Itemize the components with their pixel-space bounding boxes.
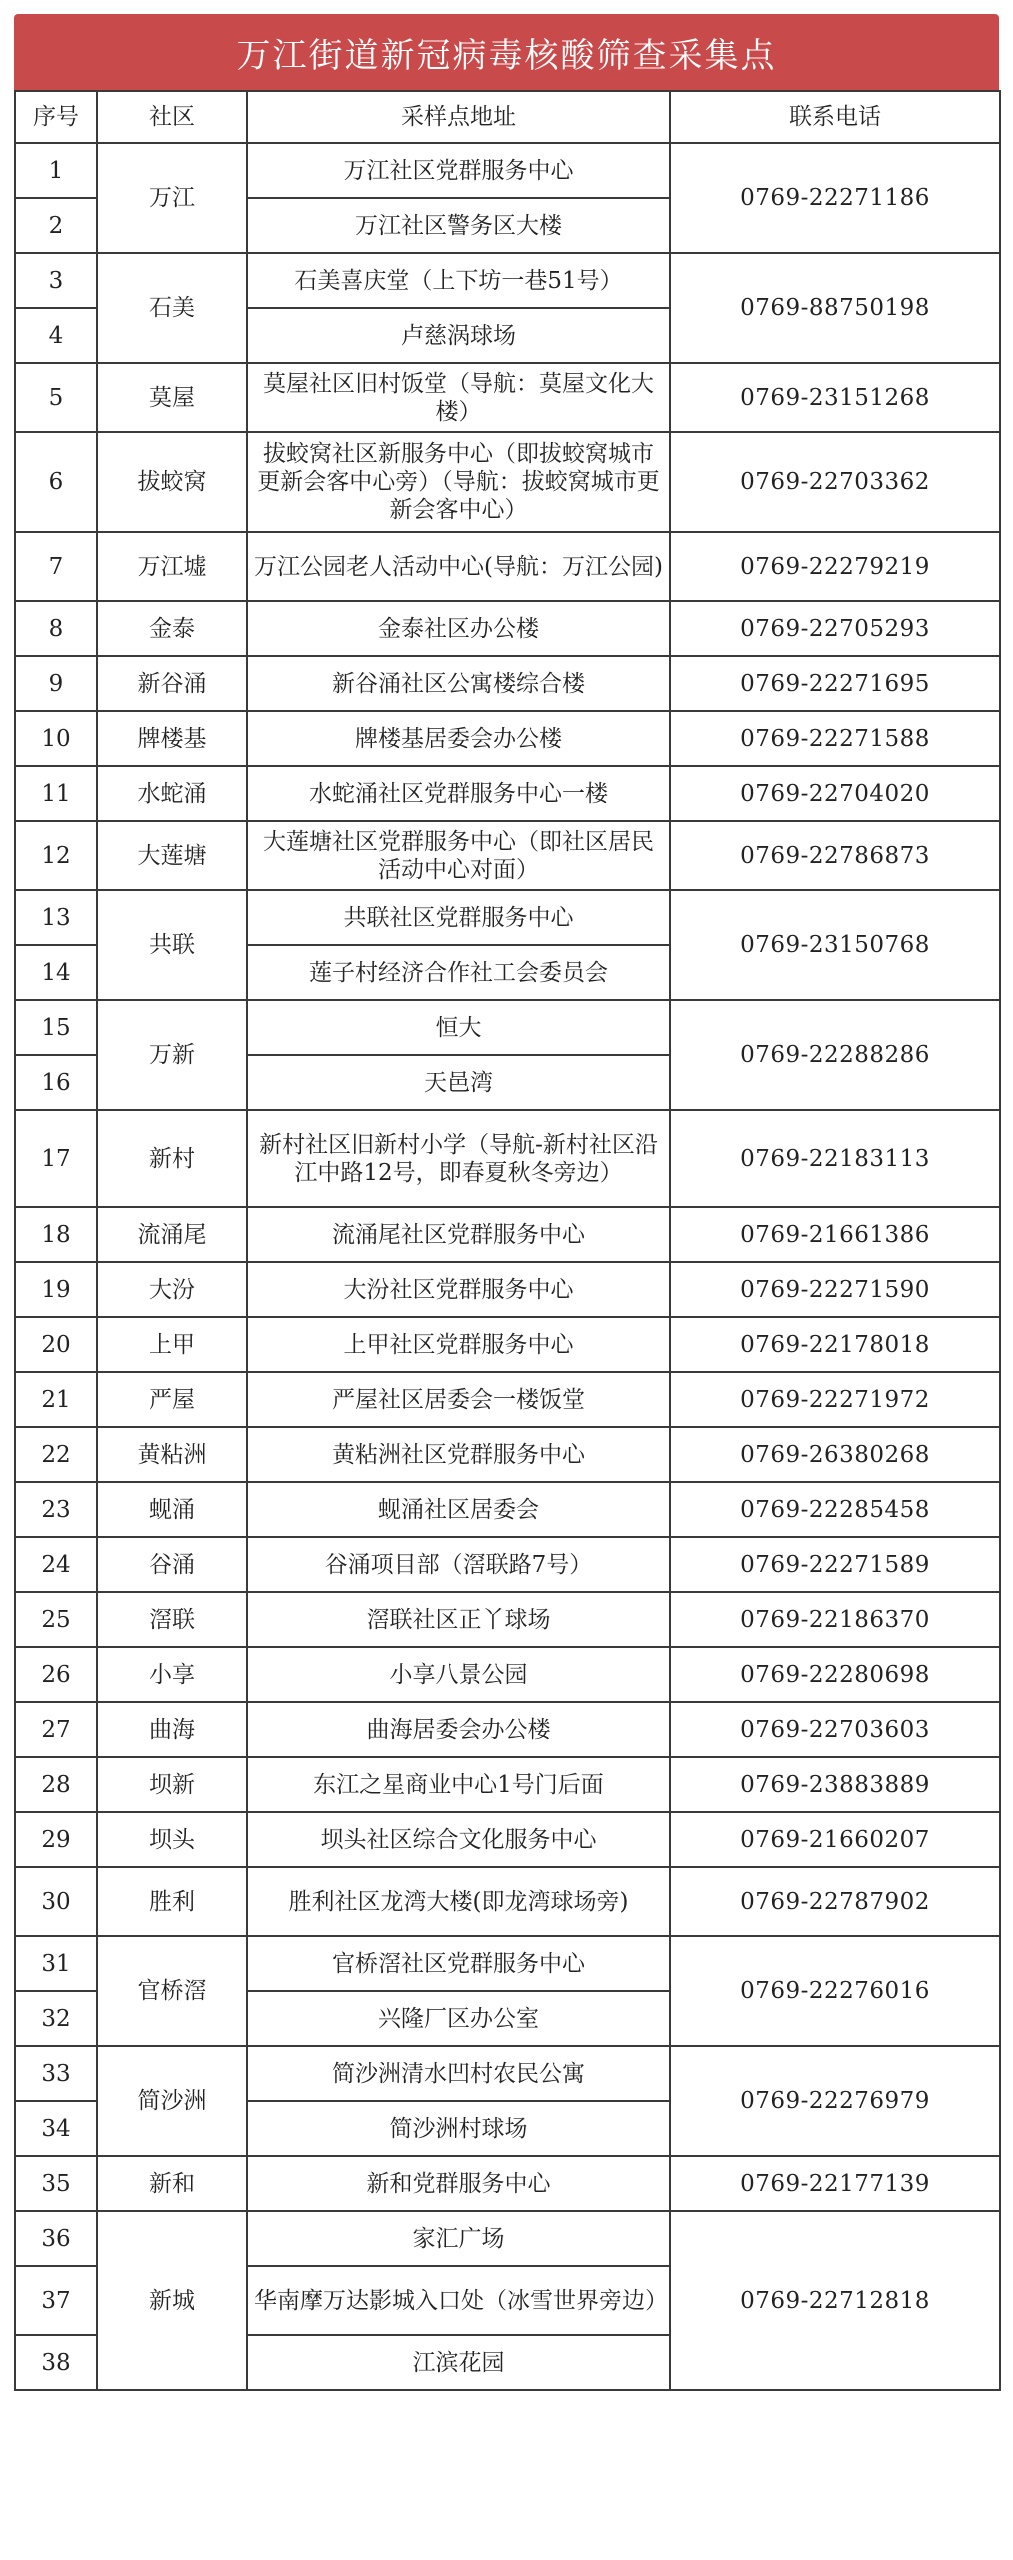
cell-seq: 23 xyxy=(15,1482,97,1537)
cell-phone: 0769-22183113 xyxy=(670,1110,1000,1207)
cell-phone: 0769-22271695 xyxy=(670,656,1000,711)
cell-phone: 0769-22276979 xyxy=(670,2046,1000,2156)
cell-community: 官桥滘 xyxy=(97,1936,247,2046)
table-row xyxy=(15,1482,1000,1537)
cell-seq: 29 xyxy=(15,1812,97,1867)
cell-seq: 3 xyxy=(15,253,97,308)
table-row xyxy=(15,1262,1000,1317)
cell-seq: 8 xyxy=(15,601,97,656)
cell-phone: 0769-22271186 xyxy=(670,143,1000,253)
cell-seq: 4 xyxy=(15,308,97,363)
cell-address: 天邑湾 xyxy=(247,1055,670,1110)
cell-phone: 0769-22271972 xyxy=(670,1372,1000,1427)
cell-community: 水蛇涌 xyxy=(97,766,247,821)
cell-address: 曲海居委会办公楼 xyxy=(247,1702,670,1757)
cell-phone: 0769-22271588 xyxy=(670,711,1000,766)
cell-address: 兴隆厂区办公室 xyxy=(247,1991,670,2046)
cell-seq: 5 xyxy=(15,363,97,432)
cell-phone: 0769-23883889 xyxy=(670,1757,1000,1812)
cell-seq: 28 xyxy=(15,1757,97,1812)
cell-phone: 0769-22271590 xyxy=(670,1262,1000,1317)
cell-community: 坝头 xyxy=(97,1812,247,1867)
cell-address: 官桥滘社区党群服务中心 xyxy=(247,1936,670,1991)
table-row xyxy=(15,1317,1000,1372)
cell-phone: 0769-22178018 xyxy=(670,1317,1000,1372)
cell-address: 共联社区党群服务中心 xyxy=(247,890,670,945)
table-body xyxy=(15,143,1000,2390)
cell-address: 新村社区旧新村小学（导航-新村社区沿江中路12号，即春夏秋冬旁边） xyxy=(247,1110,670,1207)
cell-phone: 0769-26380268 xyxy=(670,1427,1000,1482)
cell-address: 万江社区警务区大楼 xyxy=(247,198,670,253)
cell-community: 大莲塘 xyxy=(97,821,247,890)
cell-seq: 33 xyxy=(15,2046,97,2101)
cell-seq: 2 xyxy=(15,198,97,253)
cell-phone: 0769-21661386 xyxy=(670,1207,1000,1262)
cell-phone: 0769-23150768 xyxy=(670,890,1000,1000)
cell-address: 谷涌项目部（滘联路7号） xyxy=(247,1537,670,1592)
cell-address: 上甲社区党群服务中心 xyxy=(247,1317,670,1372)
cell-community: 大汾 xyxy=(97,1262,247,1317)
table-row xyxy=(15,2156,1000,2211)
cell-community: 拔蛟窝 xyxy=(97,432,247,532)
table-row xyxy=(15,2211,1000,2266)
cell-community: 黄粘洲 xyxy=(97,1427,247,1482)
cell-community: 滘联 xyxy=(97,1592,247,1647)
cell-community: 牌楼基 xyxy=(97,711,247,766)
cell-seq: 7 xyxy=(15,532,97,601)
cell-seq: 15 xyxy=(15,1000,97,1055)
cell-address: 滘联社区正丫球场 xyxy=(247,1592,670,1647)
table-row xyxy=(15,1427,1000,1482)
cell-seq: 30 xyxy=(15,1867,97,1936)
header-address: 采样点地址 xyxy=(247,91,670,143)
cell-phone: 0769-22279219 xyxy=(670,532,1000,601)
cell-address: 简沙洲村球场 xyxy=(247,2101,670,2156)
cell-seq: 37 xyxy=(15,2266,97,2335)
cell-seq: 24 xyxy=(15,1537,97,1592)
cell-address: 新谷涌社区公寓楼综合楼 xyxy=(247,656,670,711)
cell-community: 共联 xyxy=(97,890,247,1000)
cell-seq: 36 xyxy=(15,2211,97,2266)
cell-community: 万江 xyxy=(97,143,247,253)
cell-address: 华南摩万达影城入口处（冰雪世界旁边） xyxy=(247,2266,670,2335)
cell-phone: 0769-22276016 xyxy=(670,1936,1000,2046)
cell-community: 谷涌 xyxy=(97,1537,247,1592)
cell-address: 金泰社区办公楼 xyxy=(247,601,670,656)
table-row xyxy=(15,1110,1000,1207)
cell-community: 新村 xyxy=(97,1110,247,1207)
cell-phone: 0769-22786873 xyxy=(670,821,1000,890)
document-sheet xyxy=(14,14,999,2391)
cell-community: 坝新 xyxy=(97,1757,247,1812)
cell-phone: 0769-22288286 xyxy=(670,1000,1000,1110)
cell-community: 曲海 xyxy=(97,1702,247,1757)
cell-address: 万江社区党群服务中心 xyxy=(247,143,670,198)
table-row xyxy=(15,1867,1000,1936)
table-row xyxy=(15,1757,1000,1812)
cell-address: 坝头社区综合文化服务中心 xyxy=(247,1812,670,1867)
cell-community: 新谷涌 xyxy=(97,656,247,711)
cell-seq: 1 xyxy=(15,143,97,198)
cell-address: 小享八景公园 xyxy=(247,1647,670,1702)
cell-community: 万江墟 xyxy=(97,532,247,601)
table-row xyxy=(15,1702,1000,1757)
table-row xyxy=(15,821,1000,890)
cell-address: 莲子村经济合作社工会委员会 xyxy=(247,945,670,1000)
cell-community: 新城 xyxy=(97,2211,247,2390)
cell-seq: 13 xyxy=(15,890,97,945)
cell-community: 金泰 xyxy=(97,601,247,656)
cell-phone: 0769-22271589 xyxy=(670,1537,1000,1592)
cell-seq: 6 xyxy=(15,432,97,532)
cell-seq: 20 xyxy=(15,1317,97,1372)
cell-address: 胜利社区龙湾大楼(即龙湾球场旁) xyxy=(247,1867,670,1936)
cell-seq: 32 xyxy=(15,1991,97,2046)
cell-seq: 9 xyxy=(15,656,97,711)
cell-address: 万江公园老人活动中心(导航：万江公园) xyxy=(247,532,670,601)
table-header-row xyxy=(15,91,1000,143)
table-row xyxy=(15,1372,1000,1427)
table-row xyxy=(15,1000,1000,1055)
cell-seq: 10 xyxy=(15,711,97,766)
header-phone: 联系电话 xyxy=(670,91,1000,143)
cell-address: 东江之星商业中心1号门后面 xyxy=(247,1757,670,1812)
cell-seq: 22 xyxy=(15,1427,97,1482)
cell-seq: 26 xyxy=(15,1647,97,1702)
cell-community: 石美 xyxy=(97,253,247,363)
cell-seq: 14 xyxy=(15,945,97,1000)
cell-address: 新和党群服务中心 xyxy=(247,2156,670,2211)
table-row xyxy=(15,143,1000,198)
table-row xyxy=(15,1592,1000,1647)
table-row xyxy=(15,2046,1000,2101)
cell-community: 严屋 xyxy=(97,1372,247,1427)
cell-address: 严屋社区居委会一楼饭堂 xyxy=(247,1372,670,1427)
cell-phone: 0769-23151268 xyxy=(670,363,1000,432)
table-row xyxy=(15,1207,1000,1262)
cell-address: 卢慈涡球场 xyxy=(247,308,670,363)
cell-phone: 0769-22703603 xyxy=(670,1702,1000,1757)
cell-phone: 0769-88750198 xyxy=(670,253,1000,363)
cell-address: 蚬涌社区居委会 xyxy=(247,1482,670,1537)
cell-address: 拔蛟窝社区新服务中心（即拔蛟窝城市更新会客中心旁）（导航：拔蛟窝城市更新会客中心） xyxy=(247,432,670,532)
cell-phone: 0769-22186370 xyxy=(670,1592,1000,1647)
cell-seq: 31 xyxy=(15,1936,97,1991)
table-row xyxy=(15,656,1000,711)
cell-seq: 17 xyxy=(15,1110,97,1207)
cell-community: 小享 xyxy=(97,1647,247,1702)
cell-address: 黄粘洲社区党群服务中心 xyxy=(247,1427,670,1482)
cell-phone: 0769-22703362 xyxy=(670,432,1000,532)
cell-community: 流涌尾 xyxy=(97,1207,247,1262)
cell-phone: 0769-22787902 xyxy=(670,1867,1000,1936)
cell-address: 牌楼基居委会办公楼 xyxy=(247,711,670,766)
cell-seq: 25 xyxy=(15,1592,97,1647)
table-row xyxy=(15,253,1000,308)
cell-phone: 0769-22285458 xyxy=(670,1482,1000,1537)
cell-seq: 19 xyxy=(15,1262,97,1317)
cell-community: 蚬涌 xyxy=(97,1482,247,1537)
cell-community: 莫屋 xyxy=(97,363,247,432)
cell-phone: 0769-22177139 xyxy=(670,2156,1000,2211)
cell-seq: 21 xyxy=(15,1372,97,1427)
table-row xyxy=(15,1812,1000,1867)
cell-seq: 34 xyxy=(15,2101,97,2156)
table-row xyxy=(15,1936,1000,1991)
cell-address: 江滨花园 xyxy=(247,2335,670,2390)
table-row xyxy=(15,766,1000,821)
cell-seq: 38 xyxy=(15,2335,97,2390)
table-row xyxy=(15,532,1000,601)
cell-seq: 12 xyxy=(15,821,97,890)
cell-phone: 0769-22705293 xyxy=(670,601,1000,656)
table-row xyxy=(15,432,1000,532)
header-community: 社区 xyxy=(97,91,247,143)
table-row xyxy=(15,711,1000,766)
table-row xyxy=(15,1647,1000,1702)
table-row xyxy=(15,890,1000,945)
table-row xyxy=(15,1537,1000,1592)
cell-community: 简沙洲 xyxy=(97,2046,247,2156)
cell-seq: 11 xyxy=(15,766,97,821)
cell-community: 上甲 xyxy=(97,1317,247,1372)
page-title: 万江街道新冠病毒核酸筛查采集点 xyxy=(14,14,999,90)
cell-address: 大莲塘社区党群服务中心（即社区居民活动中心对面） xyxy=(247,821,670,890)
cell-seq: 18 xyxy=(15,1207,97,1262)
cell-address: 莫屋社区旧村饭堂（导航：莫屋文化大楼） xyxy=(247,363,670,432)
cell-address: 家汇广场 xyxy=(247,2211,670,2266)
cell-community: 新和 xyxy=(97,2156,247,2211)
table-row xyxy=(15,363,1000,432)
cell-address: 水蛇涌社区党群服务中心一楼 xyxy=(247,766,670,821)
header-seq: 序号 xyxy=(15,91,97,143)
table-row xyxy=(15,601,1000,656)
cell-phone: 0769-22712818 xyxy=(670,2211,1000,2390)
cell-community: 胜利 xyxy=(97,1867,247,1936)
cell-address: 恒大 xyxy=(247,1000,670,1055)
sampling-sites-table xyxy=(14,90,1001,2391)
cell-seq: 35 xyxy=(15,2156,97,2211)
cell-community: 万新 xyxy=(97,1000,247,1110)
cell-address: 简沙洲清水凹村农民公寓 xyxy=(247,2046,670,2101)
cell-phone: 0769-21660207 xyxy=(670,1812,1000,1867)
cell-seq: 27 xyxy=(15,1702,97,1757)
cell-address: 流涌尾社区党群服务中心 xyxy=(247,1207,670,1262)
cell-address: 大汾社区党群服务中心 xyxy=(247,1262,670,1317)
cell-phone: 0769-22280698 xyxy=(670,1647,1000,1702)
cell-seq: 16 xyxy=(15,1055,97,1110)
cell-address: 石美喜庆堂（上下坊一巷51号） xyxy=(247,253,670,308)
cell-phone: 0769-22704020 xyxy=(670,766,1000,821)
